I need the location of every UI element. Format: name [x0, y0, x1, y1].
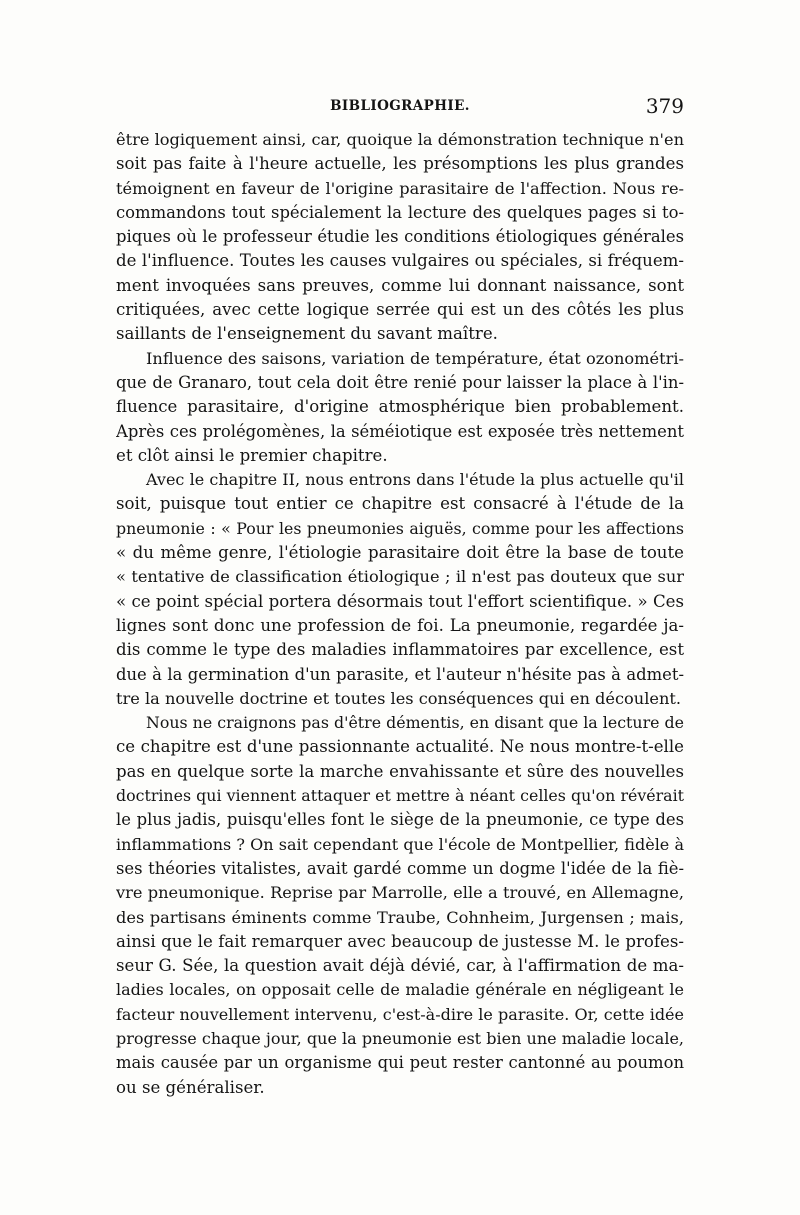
text-line: de l'influence. Toutes les causes vulgaires ou spéciales, si fréquem-	[116, 251, 684, 271]
text-line: « ce point spécial portera désormais tout l'effort scientifique. » Ces	[116, 591, 684, 611]
text-line: être logiquement ainsi, car, quoique la démonstration technique n'en	[116, 130, 684, 149]
text-line: commandons tout spécialement la lecture des quelques pages si to-	[116, 202, 684, 222]
text-line: mais causée par un organisme qui peut rester cantonné au poumon	[116, 1053, 684, 1073]
text-line: Nous ne craignons pas d'être démentis, en disant que la lecture de	[146, 713, 684, 733]
text-line: pneumonie : « Pour les pneumonies aiguës, comme pour les affections	[116, 518, 684, 538]
text-line: des partisans éminents comme Traube, Cohnheim, Jurgensen ; mais,	[116, 907, 684, 927]
text-line: due à la germination d'un parasite, et l'auteur n'hésite pas à admet-	[116, 664, 684, 684]
text-line: fluence parasitaire, d'origine atmosphérique bien probablement.	[116, 397, 684, 417]
text-line: progresse chaque jour, que la pneumonie est bien une maladie locale,	[116, 1028, 684, 1048]
text-line: facteur nouvellement intervenu, c'est-à-dire le parasite. Or, cette idée	[116, 1004, 684, 1024]
page-header	[116, 96, 684, 120]
text-line: ce chapitre est d'une passionnante actualité. Ne nous montre-t-elle	[116, 737, 684, 757]
text-line: soit, puisque tout entier ce chapitre est consacré à l'étude de la	[116, 494, 684, 514]
text-line: « du même genre, l'étiologie parasitaire doit être la base de toute	[116, 543, 684, 563]
text-line: soit pas faite à l'heure actuelle, les présomptions les plus grandes	[116, 154, 684, 174]
text-line: tre la nouvelle doctrine et toutes les conséquences qui en découlent.	[116, 688, 682, 708]
body-text	[116, 128, 684, 1100]
text-line: Avec le chapitre II, nous entrons dans l'étude la plus actuelle qu'il	[146, 470, 684, 490]
text-line: témoignent en faveur de l'origine parasitaire de l'affection. Nous re-	[116, 178, 684, 198]
text-line: inflammations ? On sait cependant que l'école de Montpellier, fidèle à	[116, 834, 684, 854]
text-line: ladies locales, on opposait celle de maladie générale en négligeant le	[116, 980, 684, 1000]
text-line: ses théories vitalistes, avait gardé comme un dogme l'idée de la fiè-	[116, 858, 684, 878]
text-line: lignes sont donc une profession de foi. La pneumonie, regardée ja-	[116, 615, 684, 635]
text-line: vre pneumonique. Reprise par Marrolle, elle a trouvé, en Allemagne,	[116, 883, 684, 903]
text-line: et clôt ainsi le premier chapitre.	[116, 445, 388, 465]
text-line: seur G. Sée, la question avait déjà dévié, car, à l'affirmation de ma-	[116, 956, 684, 976]
text-line: critiquées, avec cette logique serrée qui est un des côtés les plus	[116, 300, 684, 320]
text-line: Influence des saisons, variation de température, état ozonométri-	[146, 348, 684, 368]
text-line: le plus jadis, puisqu'elles font le siège de la pneumonie, ce type des	[116, 810, 684, 830]
text-line: ou se généraliser.	[116, 1077, 265, 1097]
text-line: doctrines qui viennent attaquer et mettre à néant celles qu'on révérait	[116, 786, 684, 806]
text-line: saillants de l'enseignement du savant maître.	[116, 324, 498, 344]
text-line: que de Granaro, tout cela doit être renié pour laisser la place à l'in-	[116, 372, 684, 392]
running-head: BIBLIOGRAPHIE.	[330, 98, 470, 114]
text-line: « tentative de classification étiologique ; il n'est pas douteux que sur	[116, 567, 684, 587]
page-number: 379	[645, 94, 684, 118]
text-line: ment invoquées sans preuves, comme lui donnant naissance, sont	[116, 275, 684, 295]
text-line: ainsi que le fait remarquer avec beaucoup de justesse M. le profes-	[116, 931, 684, 951]
text-line: pas en quelque sorte la marche envahissante et sûre des nouvelles	[116, 761, 684, 781]
text-line: Après ces prolégomènes, la séméiotique est exposée très nettement	[116, 421, 684, 441]
text-line: piques où le professeur étudie les conditions étiologiques générales	[116, 227, 684, 247]
text-line: dis comme le type des maladies inflammatoires par excellence, est	[116, 640, 684, 660]
